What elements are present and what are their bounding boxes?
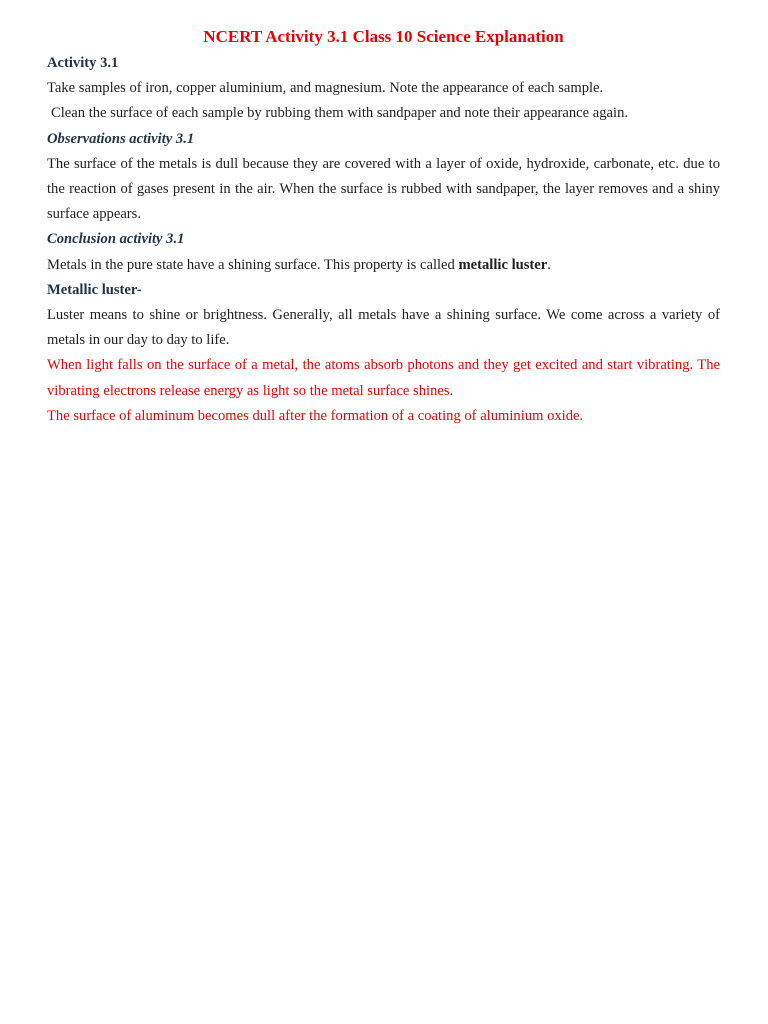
metallic-luster-term: metallic luster bbox=[458, 256, 548, 273]
activity-heading: Activity 3.1 bbox=[47, 55, 119, 71]
photon-explanation: When light falls on the surface of a metal, the atoms absorb photons and they get excited and start vibrating. The vibrating electrons release energy as light so the metal surface shines. bbox=[47, 357, 720, 399]
metallic-luster-heading: Metallic luster- bbox=[47, 281, 142, 298]
page-title: NCERT Activity 3.1 Class 10 Science Explanation bbox=[203, 27, 564, 46]
metallic-luster-text: Luster means to shine or brightness. Generally, all metals have a shining surface. We come across a variety of metals in our day to day to life. bbox=[47, 307, 720, 349]
aluminium-oxide-note: The surface of aluminum becomes dull after the formation of a coating of aluminium oxide. bbox=[47, 407, 584, 424]
conclusion-text bbox=[47, 253, 720, 278]
observations-heading: Observations activity 3.1 bbox=[47, 130, 195, 147]
conclusion-text-after: . bbox=[547, 256, 551, 273]
conclusion-heading: Conclusion activity 3.1 bbox=[47, 231, 185, 248]
activity-step-1: Take samples of iron, copper aluminium, and magnesium. Note the appearance of each sample. bbox=[47, 80, 604, 97]
conclusion-text-before: Metals in the pure state have a shining surface. This property is called bbox=[47, 256, 459, 273]
activity-step-2: Clean the surface of each sample by rubbing them with sandpaper and note their appearance again. bbox=[51, 105, 629, 122]
observations-text: The surface of the metals is dull because they are covered with a layer of oxide, hydroxide, carbonate, etc. due to the reaction of gases present in the air. When the surface is rubbed with sandpaper, the layer removes and a shiny surface appears. bbox=[47, 155, 720, 223]
